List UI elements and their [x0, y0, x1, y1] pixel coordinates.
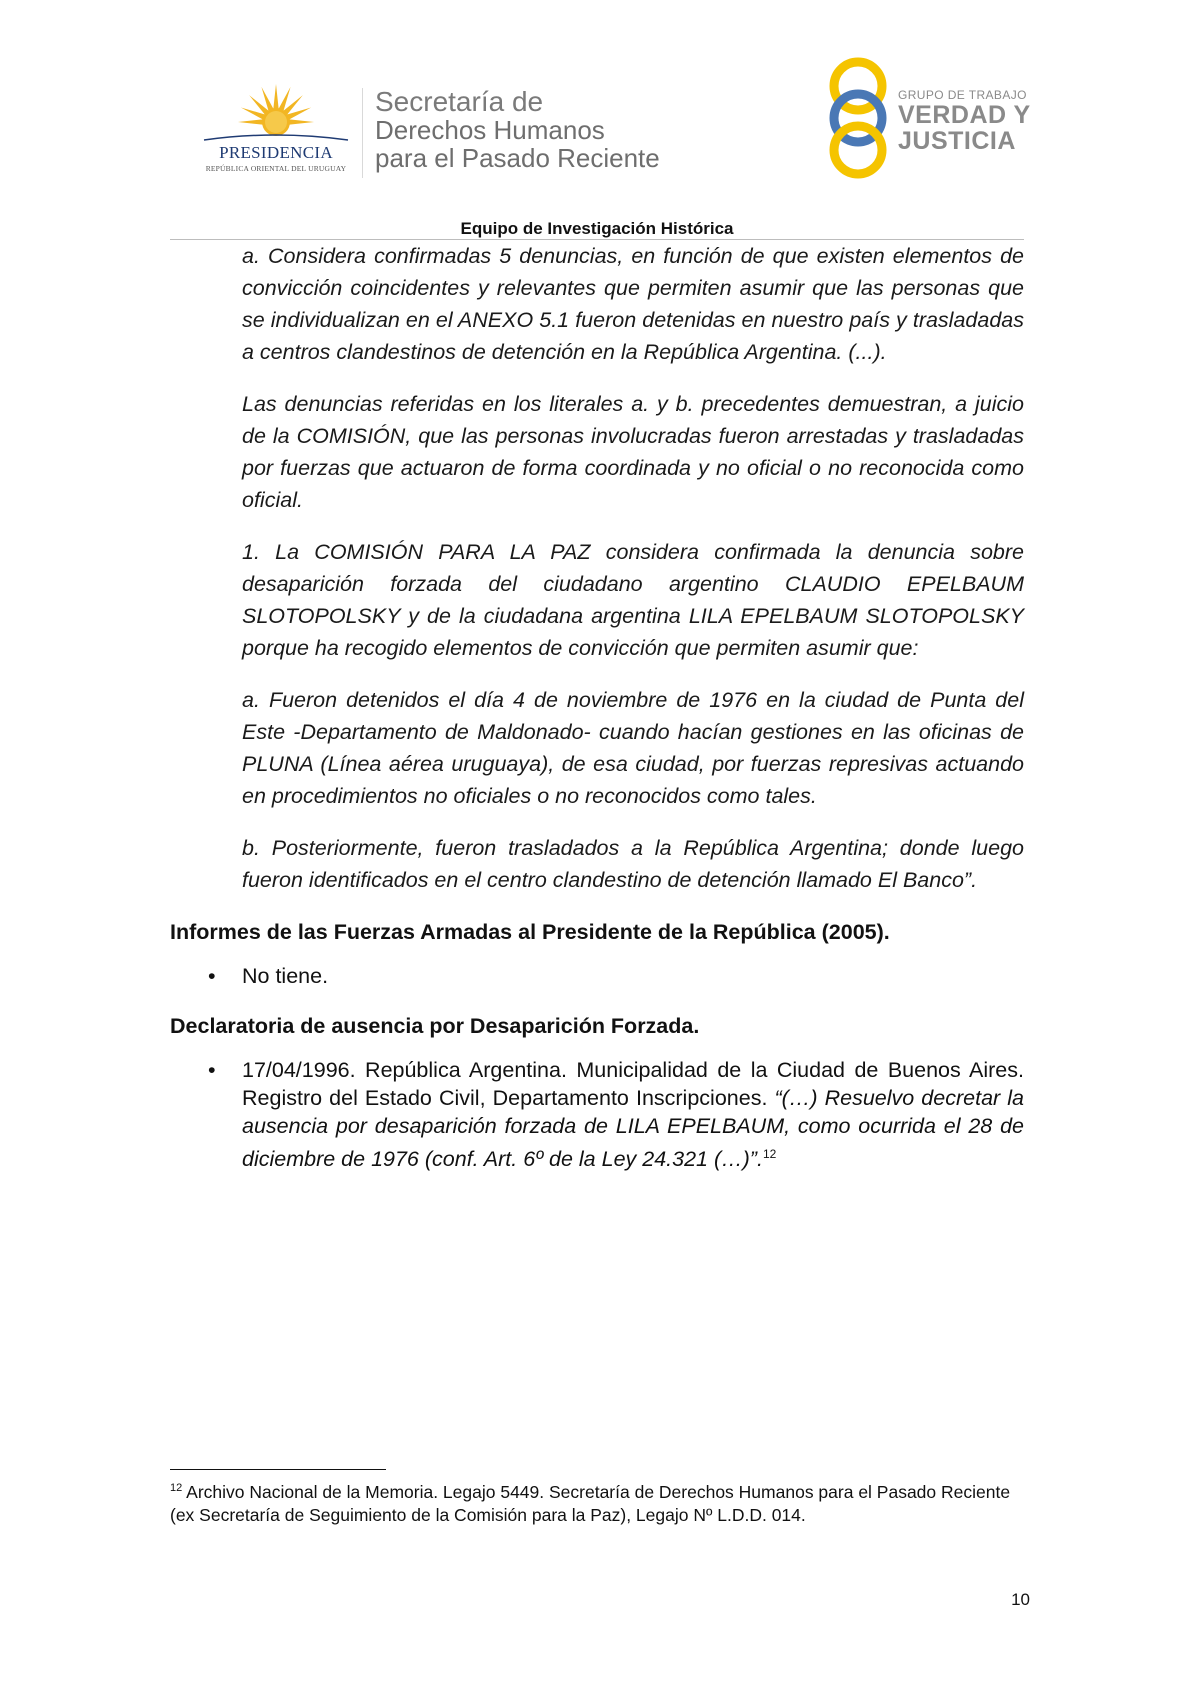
footnote-rule	[170, 1469, 386, 1470]
list-item-text: No tiene.	[242, 964, 329, 988]
quote-paragraph-4: a. Fueron detenidos el día 4 de noviembre de 1976 en la ciudad de Punta del Este -Departamento de Maldonado- cuando hacían gestiones en las oficinas de PLUNA (Línea aérea uruguaya), de esa ciudad, por fuerzas represivas actuando en procedimientos no oficiales o no reconocidos como tales.	[242, 688, 1024, 808]
secretaria-line-2: Derechos Humanos	[375, 115, 605, 145]
list-item-text: 17/04/1996. República Argentina. Municipalidad de la Ciudad de Buenos Aires. Registro del Estado Civil, Departamento Inscripciones.	[242, 1058, 1024, 1110]
verdad-justicia-wordmark	[898, 88, 1031, 154]
presidencia-name: PRESIDENCIA	[219, 143, 333, 162]
page-content	[170, 240, 1024, 1173]
list-item	[170, 962, 1024, 990]
verdad-label: VERDAD Y	[898, 101, 1031, 129]
declaratoria-list	[170, 1056, 1024, 1173]
quote-paragraph-3: 1. La COMISIÓN PARA LA PAZ considera confirmada la denuncia sobre desaparición forzada del ciudadano argentino CLAUDIO EPELBAUM SLOTOPOLSKY y de la ciudadana argentina LILA EPELBAUM SLOTOPOLSKY porque ha recogido elementos de convicción que permiten asumir que:	[242, 540, 1024, 660]
team-title: Equipo de Investigación Histórica	[460, 219, 734, 238]
footnote-text: Archivo Nacional de la Memoria. Legajo 5449. Secretaría de Derechos Humanos para el Pasado Reciente (ex Secretaría de Seguimiento de la Comisión para la Paz), Legajo Nº L.D.D. 014.	[170, 1481, 1011, 1525]
footnote-reference[interactable]: 12	[762, 1147, 777, 1161]
secretaria-line-3: para el Pasado Reciente	[375, 143, 660, 173]
secretaria-title	[375, 88, 660, 172]
page-header	[0, 0, 1190, 240]
quote-paragraph-5: b. Posteriormente, fueron trasladados a la República Argentina; donde luego fueron identificados en el centro clandestino de detención llamado El Banco”.	[242, 836, 1024, 892]
grupo-label: GRUPO DE TRABAJO	[898, 88, 1027, 102]
secretaria-line-1: Secretaría de	[375, 86, 544, 117]
page-number: 10	[1011, 1590, 1030, 1609]
footnote	[170, 1477, 1030, 1527]
list-item	[170, 1056, 1024, 1173]
justicia-label: JUSTICIA	[898, 127, 1016, 155]
bullet-icon: •	[208, 964, 216, 988]
quote-paragraph-1: a. Considera confirmadas 5 denuncias, en función de que existen elementos de convicción coincidentes y relevantes que permiten asumir que las personas que se individualizan en el ANEXO 5.1 fueron detenidas en nuestro país y trasladadas a centros clandestinos de detención en la República Argentina. (...).	[242, 244, 1024, 364]
bullet-icon: •	[208, 1058, 216, 1082]
verdad-justicia-rings-logo	[818, 56, 898, 180]
list-item-quote: “(…) Resuelvo decretar la ausencia por desaparición forzada de LILA EPELBAUM, como ocurrida el 28 de diciembre de 1976 (conf. Art. 6º de la Ley 24.321 (…)”.	[242, 1086, 1025, 1172]
informes-list	[170, 962, 1024, 990]
header-divider	[362, 88, 363, 178]
presidencia-subtitle: REPÚBLICA ORIENTAL DEL URUGUAY	[205, 164, 347, 173]
quote-paragraph-2: Las denuncias referidas en los literales a. y b. precedentes demuestran, a juicio de la COMISIÓN, que las personas involucradas fueron arrestadas y trasladadas por fuerzas que actuaron de forma coordinada y no oficial o no reconocida como oficial.	[242, 392, 1024, 512]
section-heading-declaratoria: Declaratoria de ausencia por Desaparición Forzada.	[170, 1014, 700, 1038]
footnote-number: 12	[170, 1482, 183, 1494]
quoted-report	[242, 240, 1024, 896]
presidencia-sun-logo	[196, 78, 356, 178]
section-heading-informes: Informes de las Fuerzas Armadas al Presidente de la República (2005).	[170, 920, 890, 944]
